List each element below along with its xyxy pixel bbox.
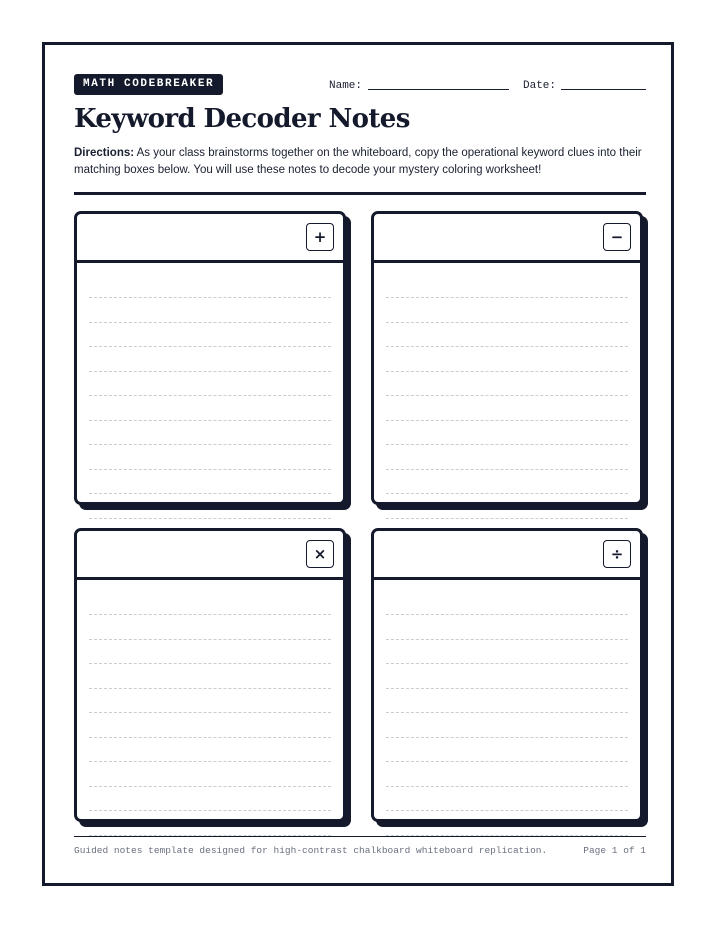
- writing-line: [386, 761, 628, 762]
- writing-line: [386, 469, 628, 470]
- footer-divider: [74, 836, 646, 837]
- writing-line: [89, 444, 331, 445]
- writing-line: [386, 371, 628, 372]
- writing-line: [89, 395, 331, 396]
- writing-line: [89, 493, 331, 494]
- minus-icon: −: [603, 223, 631, 251]
- writing-line: [386, 737, 628, 738]
- directions: [74, 145, 649, 179]
- worksheet-tag: MATH CODEBREAKER: [74, 74, 223, 95]
- writing-line: [89, 322, 331, 323]
- writing-line: [89, 663, 331, 664]
- writing-line: [386, 712, 628, 713]
- writing-line: [89, 469, 331, 470]
- writing-line: [386, 395, 628, 396]
- writing-line: [89, 810, 331, 811]
- writing-line: [89, 639, 331, 640]
- subtraction-box: [371, 211, 643, 505]
- writing-line: [89, 420, 331, 421]
- name-field[interactable]: [368, 89, 509, 90]
- writing-line: [386, 663, 628, 664]
- writing-line: [89, 712, 331, 713]
- writing-line: [386, 297, 628, 298]
- division-notes-area[interactable]: [386, 580, 628, 819]
- writing-line: [89, 737, 331, 738]
- writing-line: [386, 688, 628, 689]
- writing-line: [386, 810, 628, 811]
- writing-line: [89, 518, 331, 519]
- page-title: Keyword Decoder Notes: [74, 104, 410, 134]
- writing-line: [386, 493, 628, 494]
- date-label: Date:: [523, 80, 557, 92]
- directions-label: Directions:: [74, 147, 135, 159]
- writing-line: [89, 371, 331, 372]
- writing-line: [89, 614, 331, 615]
- writing-line: [89, 346, 331, 347]
- division-box-header: [374, 531, 640, 580]
- addition-box: [74, 211, 346, 505]
- writing-line: [386, 639, 628, 640]
- writing-line: [386, 420, 628, 421]
- multiplication-notes-area[interactable]: [89, 580, 331, 819]
- writing-line: [386, 444, 628, 445]
- subtraction-notes-area[interactable]: [386, 263, 628, 502]
- plus-icon: +: [306, 223, 334, 251]
- multiplication-box: [74, 528, 346, 822]
- subtraction-box-header: [374, 214, 640, 263]
- division-box: [371, 528, 643, 822]
- multiplication-box-header: [77, 531, 343, 580]
- writing-line: [89, 297, 331, 298]
- writing-line: [386, 786, 628, 787]
- writing-line: [386, 614, 628, 615]
- writing-line: [386, 518, 628, 519]
- writing-line: [386, 346, 628, 347]
- times-icon: ×: [306, 540, 334, 568]
- divide-icon: ÷: [603, 540, 631, 568]
- footer-note: Guided notes template designed for high-contrast chalkboard whiteboard replication.: [74, 845, 548, 856]
- page-number: Page 1 of 1: [583, 845, 646, 856]
- directions-text: As your class brainstorms together on the whiteboard, copy the operational keyword clues into their matching boxes below. You will use these notes to decode your mystery coloring worksheet!: [74, 147, 642, 176]
- writing-line: [89, 688, 331, 689]
- writing-line: [89, 786, 331, 787]
- name-label: Name:: [329, 80, 363, 92]
- addition-notes-area[interactable]: [89, 263, 331, 502]
- writing-line: [386, 322, 628, 323]
- date-field[interactable]: [561, 89, 646, 90]
- addition-box-header: [77, 214, 343, 263]
- header-divider: [74, 192, 646, 195]
- writing-line: [89, 761, 331, 762]
